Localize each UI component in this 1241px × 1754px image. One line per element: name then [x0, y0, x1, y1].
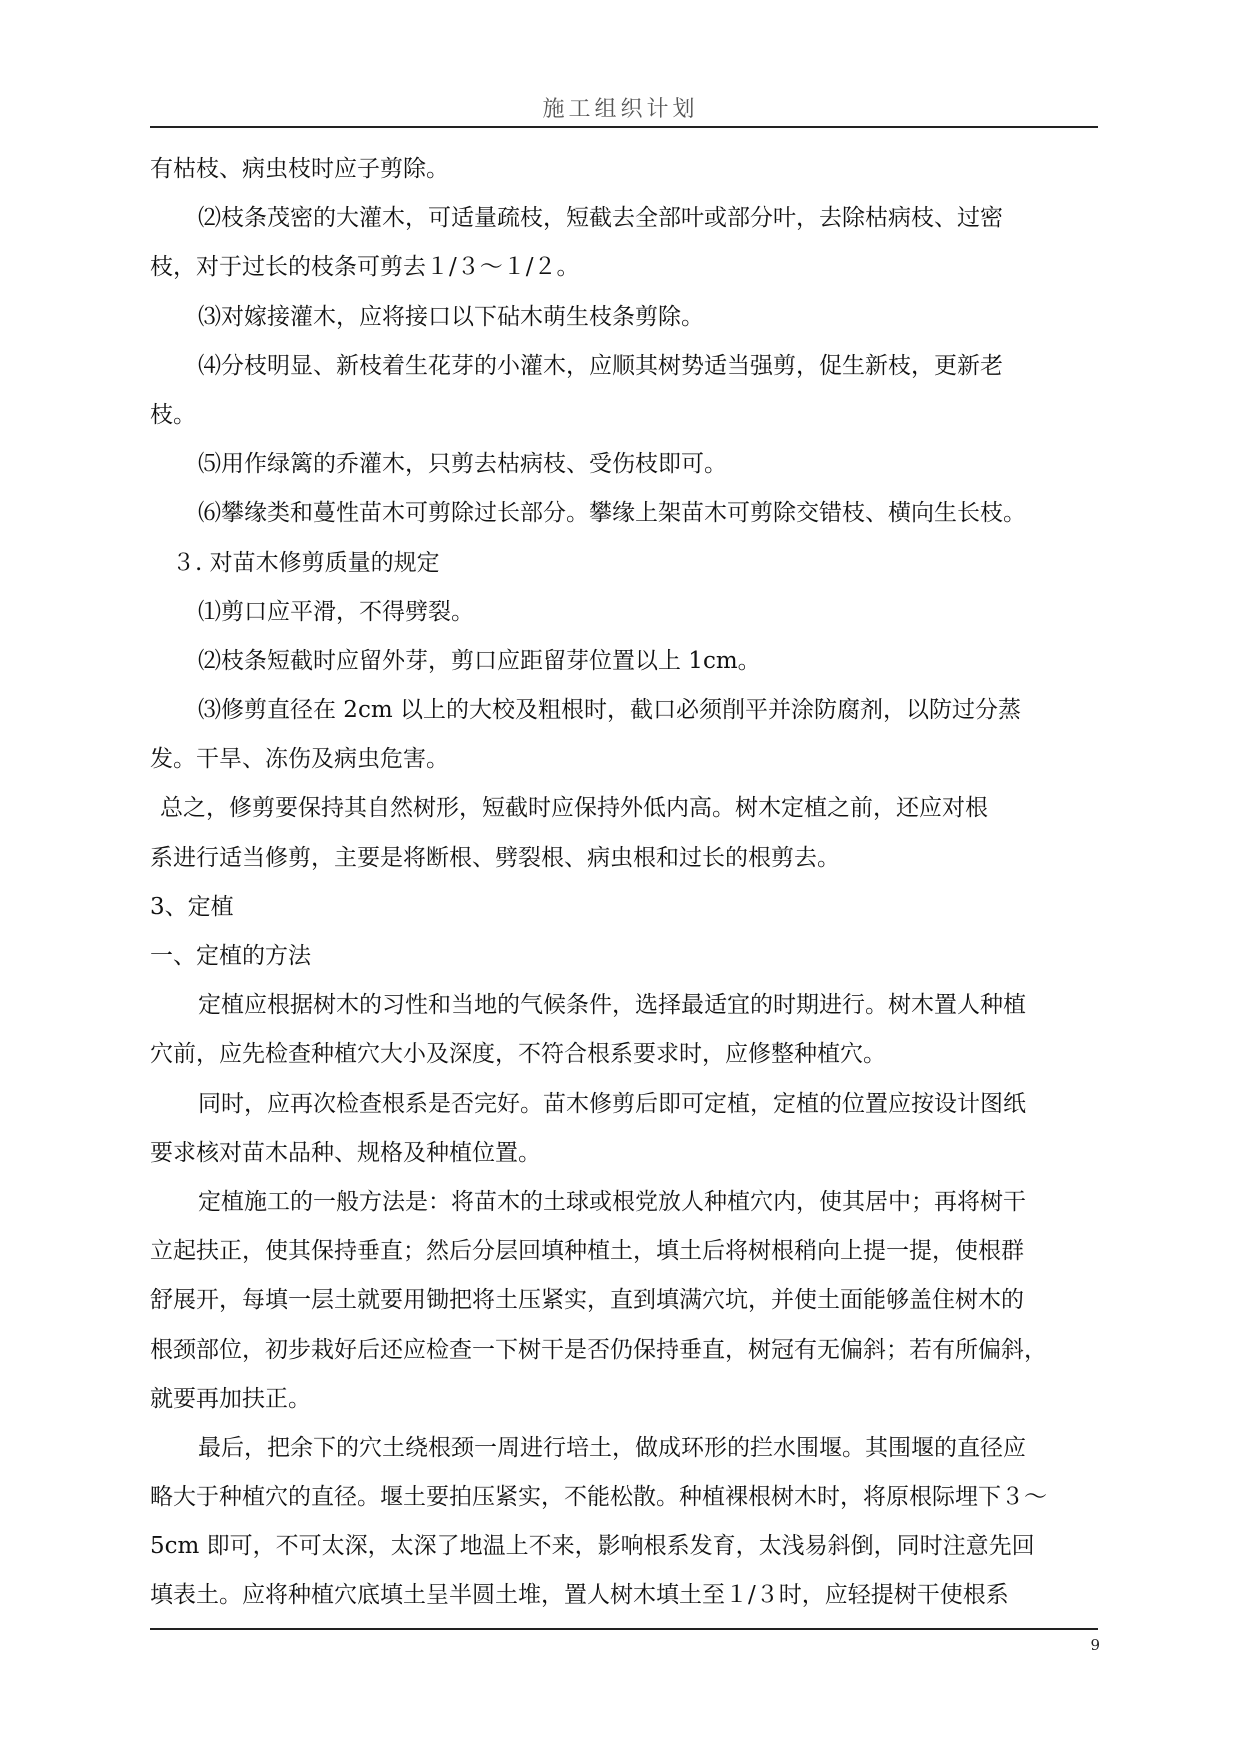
text-line: ⑵枝条短截时应留外芽，剪口应距留芽位置以上 1cm。 [198, 647, 761, 674]
text-line: ⑵枝条茂密的大灌木，可适量疏枝，短截去全部叶或部分叶，去除枯病枝、过密 [198, 205, 1003, 232]
text-line: 枝。 [150, 401, 196, 428]
text-line: ⑶对嫁接灌木，应将接口以下砧木萌生枝条剪除。 [198, 303, 704, 330]
footer-rule [150, 1628, 1098, 1630]
text-line: 定植施工的一般方法是：将苗木的土球或根党放人种植穴内，使其居中；再将树干 [198, 1188, 1026, 1215]
header-rule [150, 126, 1098, 128]
text-line: 定植应根据树木的习性和当地的气候条件，选择最适宜的时期进行。树木置人种植 [198, 992, 1026, 1019]
text-line: 发。干旱、冻伤及病虫危害。 [150, 746, 449, 773]
text-line: 总之，修剪要保持其自然树形，短截时应保持外低内高。树木定植之前，还应对根 [160, 795, 988, 822]
text-line: 最后，把余下的穴土绕根颈一周进行培土，做成环形的拦水围堰。其围堰的直径应 [198, 1434, 1026, 1461]
text-line: 舒展开，每填一层土就要用锄把将土压紧实，直到填满穴坑，并使土面能够盖住树木的 [150, 1287, 1024, 1314]
text-line: 立起扶正，使其保持垂直；然后分层回填种植土，填土后将树根稍向上提一提，使根群 [150, 1238, 1024, 1265]
section-heading: 一、定植的方法 [150, 943, 311, 969]
section-heading: ３. 对苗木修剪质量的规定 [172, 549, 440, 576]
section-heading: 3、定植 [150, 893, 234, 920]
text-line: ⑶修剪直径在 2cm 以上的大校及粗根时，截口必须削平并涂防腐剂，以防过分蒸 [198, 697, 1021, 724]
text-line: 系进行适当修剪，主要是将断根、劈裂根、病虫根和过长的根剪去。 [150, 844, 840, 871]
text-line: 有枯枝、病虫枝时应子剪除。 [150, 156, 449, 182]
page-header-title: 施工组织计划 [542, 97, 699, 122]
text-line: 同时，应再次检查根系是否完好。苗木修剪后即可定植，定植的位置应按设计图纸 [198, 1090, 1026, 1117]
text-line: 枝，对于过长的枝条可剪去１/３～１/２。 [150, 254, 580, 281]
text-line: ⑹攀缘类和蔓性苗木可剪除过长部分。攀缘上架苗木可剪除交错枝、横向生长枝。 [198, 500, 1026, 527]
text-line: 填表土。应将种植穴底填土呈半圆土堆，置人树木填土至１/３时，应轻提树干使根系 [150, 1582, 1009, 1609]
text-line: ⑴剪口应平滑，不得劈裂。 [198, 598, 474, 625]
text-line: 就要再加扶正。 [150, 1385, 311, 1412]
text-line: 5cm 即可，不可太深，太深了地温上不来，影响根系发育，太浅易斜倒，同时注意先回 [150, 1533, 1035, 1560]
document-body [150, 156, 1098, 1632]
text-line: 根颈部位，初步栽好后还应检查一下树干是否仍保持垂直，树冠有无偏斜；若有所偏斜， [150, 1336, 1047, 1363]
text-line: 要求核对苗木品种、规格及种植位置。 [150, 1139, 541, 1166]
text-line: 略大于种植穴的直径。堰土要拍压紧实，不能松散。种植裸根树木时，将原根际埋下３～ [150, 1484, 1047, 1511]
text-line: ⑷分枝明显、新枝着生花芽的小灌木，应顺其树势适当强剪，促生新枝，更新老 [198, 352, 1003, 379]
text-line: 穴前，应先检查种植穴大小及深度，不符合根系要求时，应修整种植穴。 [150, 1041, 886, 1068]
text-line: ⑸用作绿篱的乔灌木，只剪去枯病枝、受伤枝即可。 [198, 451, 727, 478]
page-number: 9 [1090, 1636, 1100, 1654]
